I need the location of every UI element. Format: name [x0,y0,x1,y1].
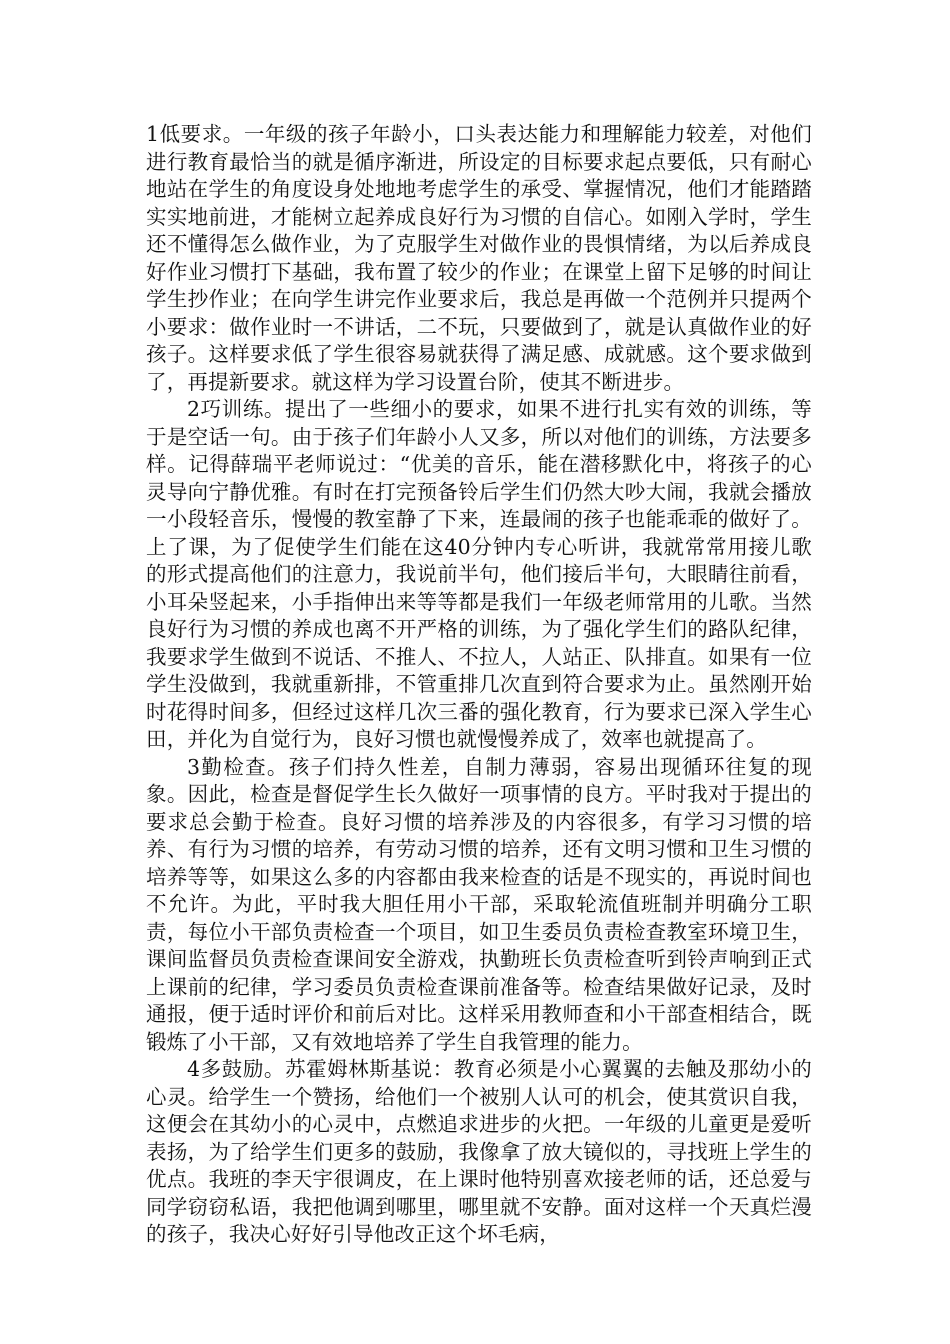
paragraph-frequent-checking: 3勤检查。孩子们持久性差，自制力薄弱，容易出现循环往复的现象。因此，检查是督促学生长久做好一项事情的良方。平时我对于提出的要求总会勤于检查。良好习惯的培养涉及的内容很多，有学习习惯的培养、有行为习惯的培养，有劳动习惯的培养，还有文明习惯和卫生习惯的培养等等，如果这么多的内容都由我来检查的话是不现实的，再说时间也不允许。为此，平时我大胆任用小干部，采取轮流值班制并明确分工职责，每位小干部负责检查一个项目，如卫生委员负责检查教室环境卫生，课间监督员负责检查课间安全游戏，执勤班长负责检查听到铃声响到正式上课前的纪律，学习委员负责检查课前准备等。检查结果做好记录，及时通报，便于适时评价和前后对比。这样采用教师查和小干部查相结合，既锻炼了小干部，又有效地培养了学生自我管理的能力。 [146,754,812,1054]
paragraph-more-encouragement: 4多鼓励。苏霍姆林斯基说：教育必须是小心翼翼的去触及那幼小的心灵。给学生一个赞扬，给他们一个被别人认可的机会，使其赏识自我，这便会在其幼小的心灵中，点燃追求进步的火把。一年级的儿童更是爱听表扬，为了给学生们更多的鼓励，我像拿了放大镜似的，寻找班上学生的优点。我班的李天宇很调皮，在上课时他特别喜欢接老师的话，还总爱与同学窃窃私语，我把他调到哪里，哪里就不安静。面对这样一个天真烂漫的孩子，我决心好好引导他改正这个坏毛病， [146,1057,812,1246]
paragraph-skillful-training: 2巧训练。提出了一些细小的要求，如果不进行扎实有效的训练，等于是空话一句。由于孩子们年龄小人又多，所以对他们的训练，方法要多样。记得薛瑞平老师说过：“优美的音乐，能在潜移默化中，将孩子的心灵导向宁静优雅。有时在打完预备铃后学生们仍然大吵大闹，我就会播放一小段轻音乐，慢慢的教室静了下来，连最闹的孩子也能乖乖的做好了。上了课，为了促使学生们能在这40分钟内专心听讲，我就常常用接儿歌的形式提高他们的注意力，我说前半句，他们接后半句，大眼睛往前看，小耳朵竖起来，小手指伸出来等等都是我们一年级老师常用的儿歌。当然良好行为习惯的养成也离不开严格的训练，为了强化学生们的路队纪律，我要求学生做到不说话、不推人、不拉人，人站正、队排直。如果有一位学生没做到，我就重新排，不管重排几次直到符合要求为止。虽然刚开始时花得时间多，但经过这样几次三番的强化教育，行为要求已深入学生心田，并化为自觉行为，良好习惯也就慢慢养成了，效率也就提高了。 [146,397,812,751]
paragraph-low-requirements: 1低要求。一年级的孩子年龄小，口头表达能力和理解能力较差，对他们进行教育最恰当的就是循序渐进，所设定的目标要求起点要低，只有耐心地站在学生的角度设身处地地考虑学生的承受、掌握情况，他们才能踏踏实实地前进，才能树立起养成良好行为习惯的自信心。如刚入学时，学生还不懂得怎么做作业，为了克服学生对做作业的畏惧情绪，为以后养成良好作业习惯打下基础，我布置了较少的作业；在课堂上留下足够的时间让学生抄作业；在向学生讲完作业要求后，我总是再做一个范例并只提两个小要求：做作业时一不讲话，二不玩，只要做到了，就是认真做作业的好孩子。这样要求低了学生很容易就获得了满足感、成就感。这个要求做到了，再提新要求。就这样为学习设置台阶，使其不断进步。 [146,122,812,394]
document-body [146,121,812,1249]
